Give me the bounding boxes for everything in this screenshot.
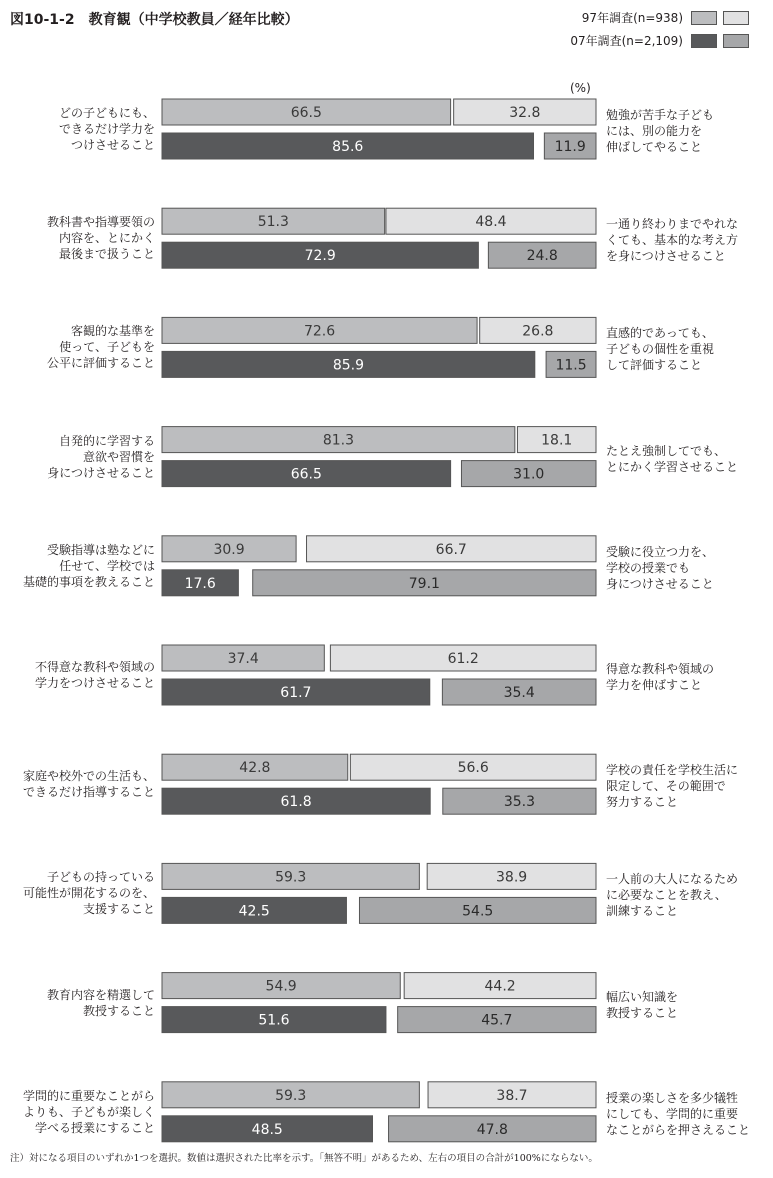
- right-item-label-3: たとえ強制してでも、 とにかく学習させること: [606, 443, 739, 474]
- left-item-label-6: 家庭や校外での生活も、 できるだけ指導すること: [22, 769, 155, 800]
- value-label-9-y07-right: 47.8: [476, 1121, 508, 1138]
- value-label-8-y07-left: 51.6: [258, 1012, 290, 1029]
- value-label-0-y97-right: 32.8: [509, 105, 541, 121]
- value-label-1-y97-left: 51.3: [257, 214, 289, 231]
- value-label-2-y97-right: 26.8: [522, 323, 554, 340]
- value-label-9-y07-left: 48.5: [251, 1121, 283, 1138]
- value-label-1-y07-right: 24.8: [526, 248, 558, 265]
- value-label-8-y97-left: 54.9: [265, 978, 297, 995]
- value-label-6-y07-left: 61.8: [280, 794, 312, 811]
- value-label-7-y97-right: 38.9: [496, 869, 528, 886]
- right-item-label-0: 勉強が苦手な子ども には、別の能力を 伸ばしてやること: [606, 108, 715, 154]
- value-label-7-y07-left: 42.5: [238, 903, 270, 920]
- value-label-6-y97-right: 56.6: [457, 760, 489, 777]
- left-item-label-3: 自発的に学習する 意欲や習慣を 身につけさせること: [47, 433, 155, 480]
- value-label-0-y97-left: 66.5: [290, 105, 322, 121]
- value-label-5-y07-left: 61.7: [280, 685, 312, 701]
- value-label-8-y97-right: 44.2: [484, 978, 516, 995]
- value-label-2-y07-right: 11.5: [555, 357, 587, 374]
- unit-label: (%): [570, 81, 591, 95]
- chart-title: 図10-1-2 教育観（中学校教員／経年比較）: [10, 12, 299, 28]
- value-label-7-y07-right: 54.5: [462, 903, 494, 920]
- value-label-2-y07-left: 85.9: [332, 357, 364, 374]
- right-item-label-2: 直感的であっても、 子どもの個性を重視 して評価すること: [606, 326, 715, 373]
- left-item-label-2: 客観的な基準を 使って、子どもを 公平に評価すること: [46, 324, 155, 371]
- value-label-2-y97-left: 72.6: [303, 323, 336, 340]
- value-label-9-y97-left: 59.3: [275, 1087, 307, 1104]
- left-item-label-9: 学問的に重要なことがら よりも、子どもが楽しく 学べる授業にすること: [22, 1088, 155, 1135]
- value-label-8-y07-right: 45.7: [481, 1012, 513, 1029]
- left-item-label-5: 不得意な教科や領域の 学力をつけさせること: [34, 660, 155, 690]
- value-label-0-y07-right: 11.9: [554, 139, 586, 155]
- value-label-5-y07-right: 35.4: [503, 685, 535, 701]
- left-item-label-0: どの子どもにも、 できるだけ学力を つけさせること: [58, 106, 155, 152]
- right-item-label-6: 学校の責任を学校生活に 限定して、その範囲で 努力すること: [606, 763, 739, 810]
- value-label-4-y97-left: 30.9: [213, 541, 245, 558]
- value-label-3-y07-left: 66.5: [290, 466, 322, 483]
- left-item-label-8: 教育内容を精選して 教授すること: [46, 987, 155, 1018]
- left-item-label-1: 教科書や指導要領の 内容を、とにかく 最後まで扱うこと: [46, 215, 155, 262]
- value-label-1-y97-right: 48.4: [475, 214, 507, 231]
- legend-label-07: 07年調査(n=2,109): [570, 34, 683, 48]
- value-label-9-y97-right: 38.7: [496, 1087, 528, 1104]
- left-item-label-4: 受験指導は塾などに 任せて、学校では 基礎的事項を教えること: [22, 542, 155, 589]
- right-item-label-7: 一人前の大人になるため に必要なことを教え、 訓練すること: [606, 872, 739, 919]
- value-label-3-y07-right: 31.0: [513, 466, 545, 483]
- value-label-3-y97-right: 18.1: [541, 432, 573, 449]
- value-label-6-y97-left: 42.8: [239, 760, 271, 777]
- right-item-label-4: 受験に役立つ力を、 学校の授業でも 身につけさせること: [606, 544, 715, 591]
- value-label-0-y07-left: 85.6: [332, 139, 364, 155]
- value-label-6-y07-right: 35.3: [503, 794, 535, 811]
- right-item-label-8: 幅広い知識を 教授すること: [606, 989, 679, 1020]
- legend-label-97: 97年調査(n=938): [581, 11, 683, 25]
- left-item-label-7: 子どもの持っている 可能性が開花するのを、 支援すること: [22, 870, 155, 917]
- value-label-5-y97-left: 37.4: [227, 651, 259, 667]
- value-label-3-y97-left: 81.3: [322, 432, 355, 449]
- value-label-4-y07-left: 17.6: [184, 575, 216, 592]
- right-item-label-5: 得意な教科や領域の 学力を伸ばすこと: [606, 662, 715, 692]
- value-label-4-y97-right: 66.7: [435, 541, 467, 558]
- value-label-1-y07-left: 72.9: [304, 248, 336, 265]
- value-label-7-y97-left: 59.3: [275, 869, 307, 886]
- right-item-label-9: 授業の楽しさを多少犠牲 にしても、学問的に重要 なことがらを押さえること: [606, 1090, 751, 1137]
- footnote: 注）対になる項目のいずれか1つを選択。数値は選択された比率を示す。「無答不明」があるため、左右の項目の合計が100%にならない。: [10, 1153, 598, 1164]
- value-label-5-y97-right: 61.2: [447, 651, 479, 667]
- value-label-4-y07-right: 79.1: [408, 575, 440, 592]
- right-item-label-1: 一通り終わりまでやれな くても、基本的な考え方 を身につけさせること: [606, 217, 739, 264]
